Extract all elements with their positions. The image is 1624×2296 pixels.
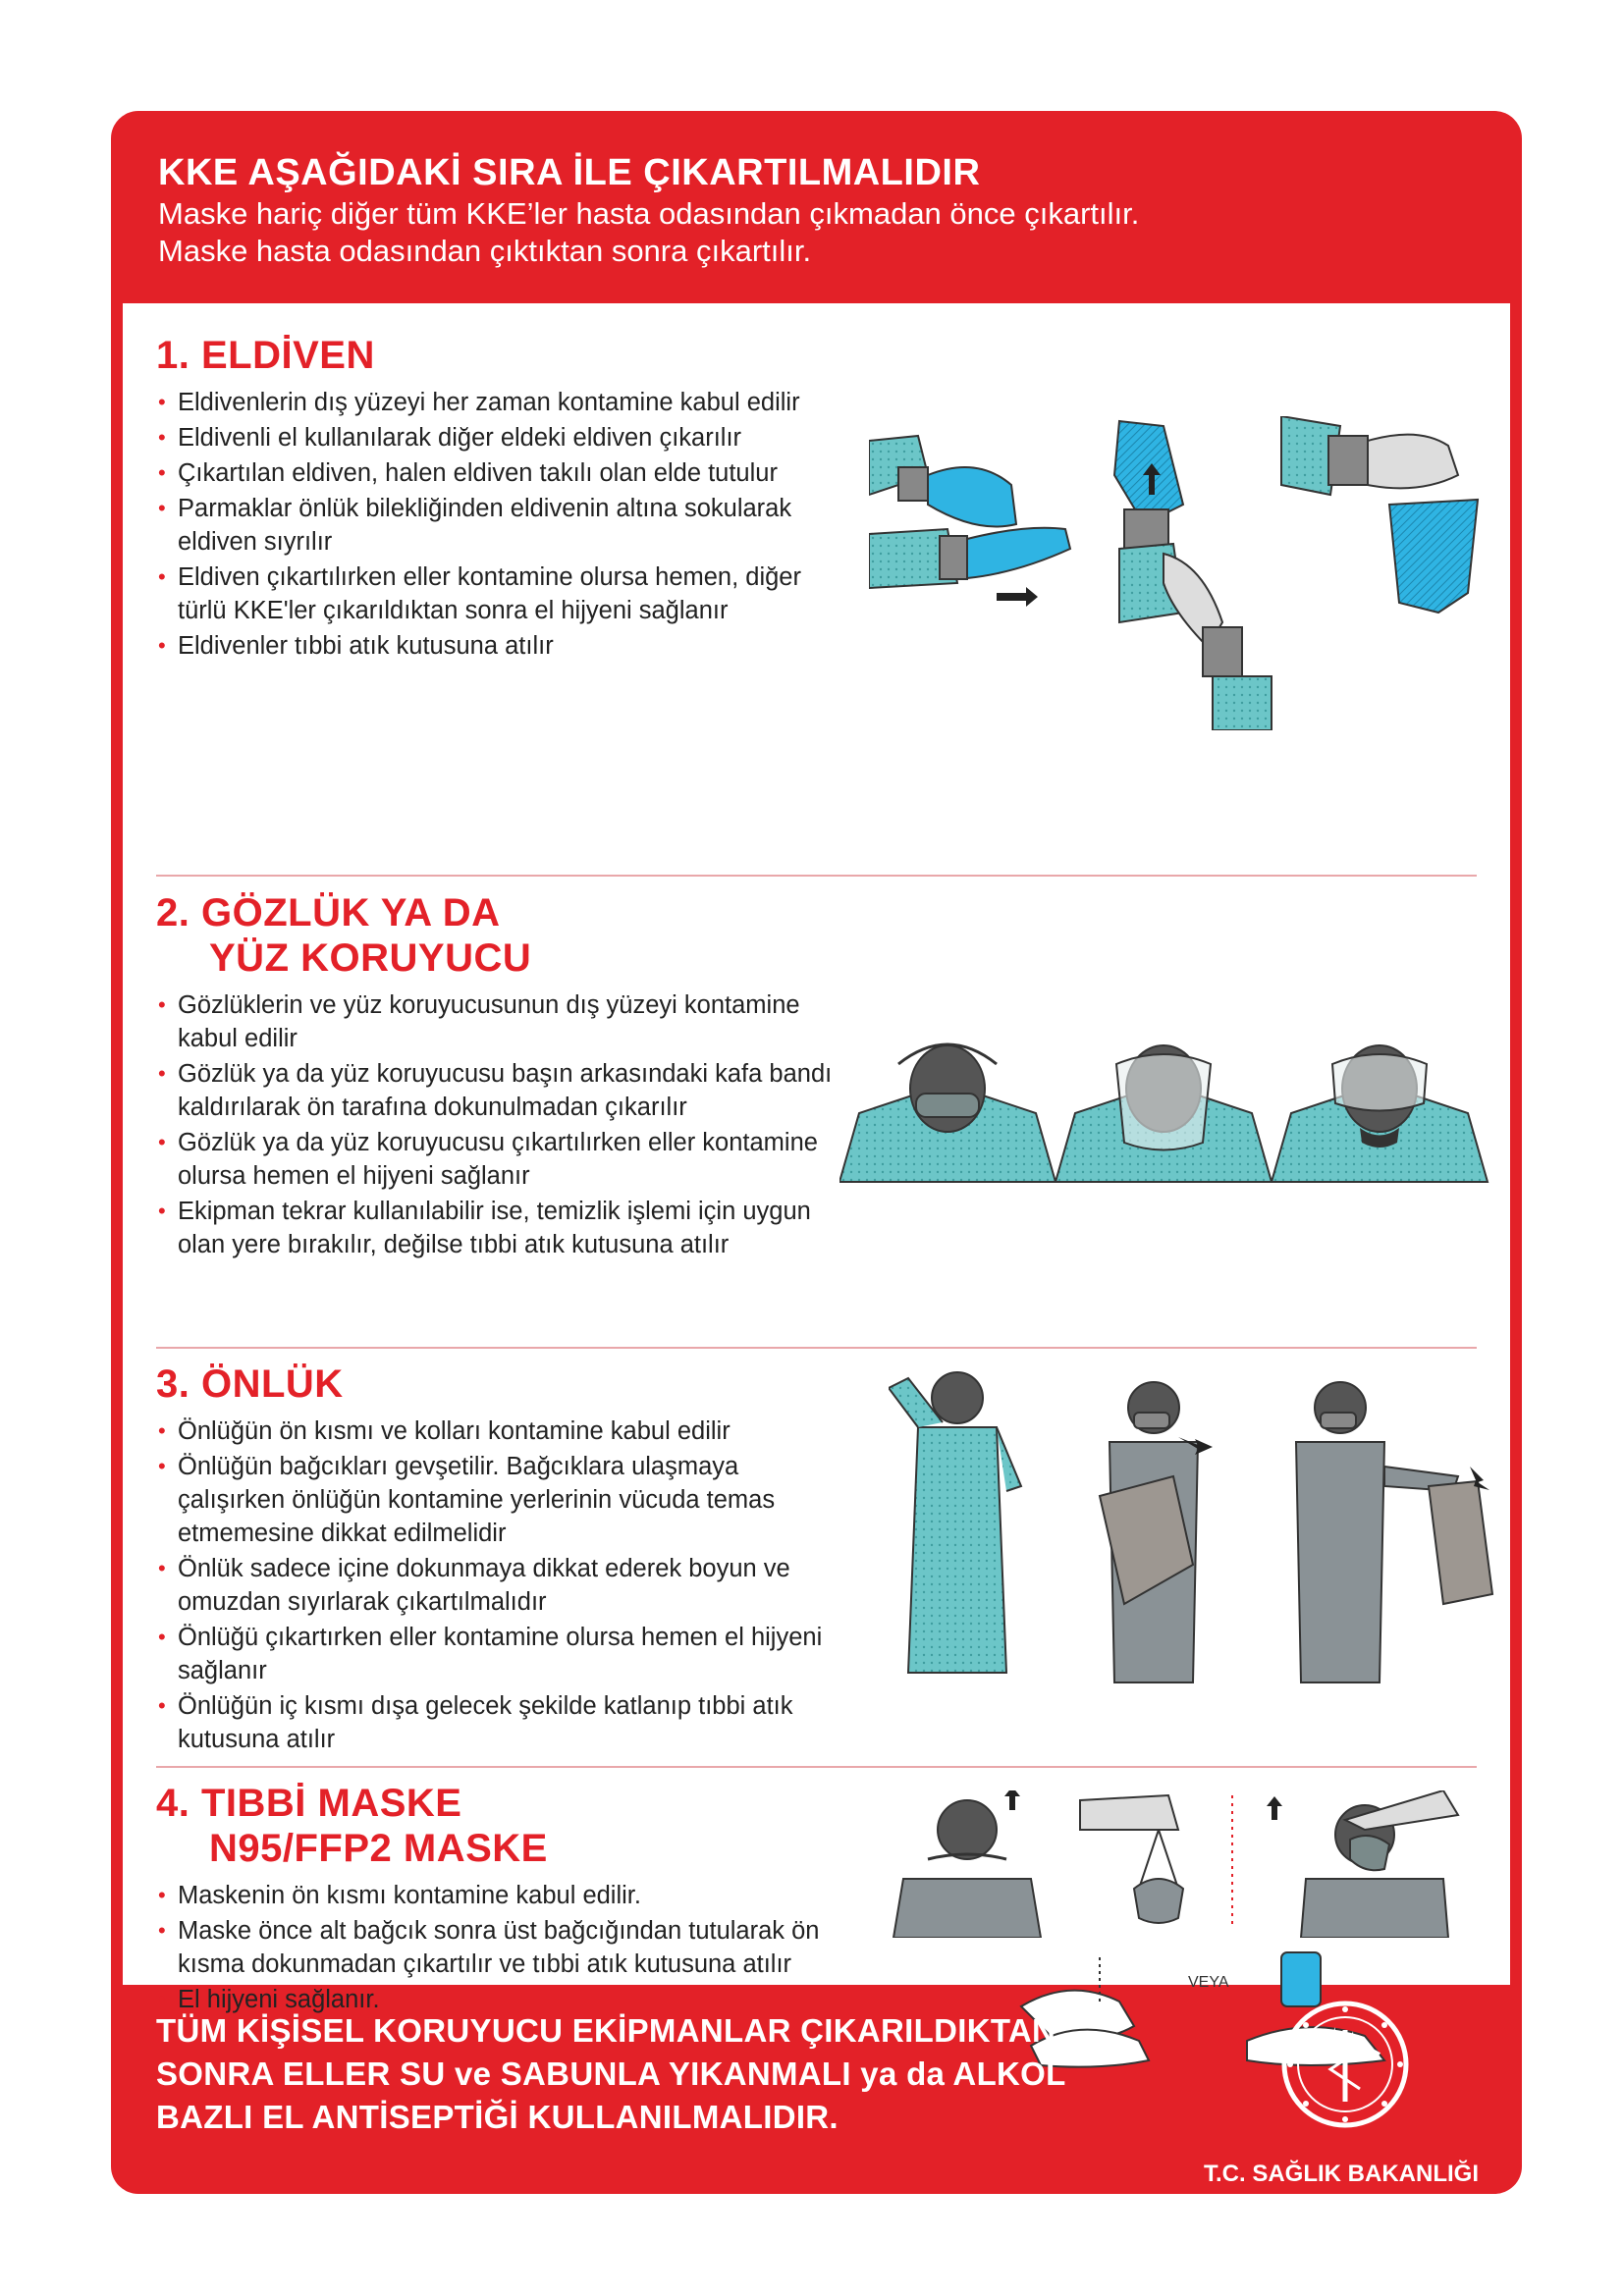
header xyxy=(158,150,1475,270)
mask-removal-illustration xyxy=(884,1790,1497,1938)
section-title-line-2: N95/FFP2 MASKE xyxy=(209,1827,548,1870)
section-title: 3. ÖNLÜK xyxy=(156,1362,344,1406)
content-panel xyxy=(123,303,1510,2013)
ministry-seal-icon xyxy=(1276,1996,1414,2133)
list-item: • Önlüğü çıkartırken eller kontamine olursa hemen el hijyeni sağlanır xyxy=(156,1621,843,1687)
footer-line-2: SONRA ELLER SU ve SABUNLA YIKANMALI ya da ALKOL xyxy=(156,2056,1066,2092)
bullet-list xyxy=(156,988,843,1261)
ministry-name: T.C. SAĞLIK BAKANLIĞI xyxy=(1204,2161,1479,2187)
section-title: 1. ELDİVEN xyxy=(156,334,375,377)
glove-removal-illustration xyxy=(869,416,1497,730)
footer-line-1: TÜM KİŞİSEL KORUYUCU EKİPMANLAR ÇIKARILDIKTAN xyxy=(156,2012,1056,2049)
list-item: • Eldivenlerin dış yüzeyi her zaman kontamine kabul edilir xyxy=(156,386,843,419)
list-item: • Eldiven çıkartılırken eller kontamine olursa hemen, diğer türlü KKE'ler çıkarıldıktan sonra el hijyeni sağlanır xyxy=(156,561,843,627)
list-item: • Gözlüklerin ve yüz koruyucusunun dış yüzeyi kontamine kabul edilir xyxy=(156,988,843,1055)
list-item: • Önlüğün ön kısmı ve kolları kontamine kabul edilir xyxy=(156,1415,843,1448)
footer-line-3: BAZLI EL ANTİSEPTİĞİ KULLANILMALIDIR. xyxy=(156,2099,839,2135)
poster xyxy=(111,111,1522,2194)
section-title xyxy=(156,890,1477,981)
list-item: • Önlüğün bağcıkları gevşetilir. Bağcıklara ulaşmaya çalışırken önlüğün kontamine yerlerinin vücuda temas etmemesine dikkat edilmelidir xyxy=(156,1450,843,1550)
subtitle-line-2: Maske hasta odasından çıktıktan sonra çıkartılır. xyxy=(158,234,812,268)
list-item: • Önlüğün iç kısmı dışa gelecek şekilde katlanıp tıbbi atık kutusuna atılır xyxy=(156,1689,843,1756)
bullet-list xyxy=(156,1415,843,1756)
bullet-list xyxy=(156,386,843,663)
list-item: • Eldivenler tıbbi atık kutusuna atılır xyxy=(156,629,843,663)
list-item: • El hijyeni sağlanır. xyxy=(156,1983,843,2016)
section-title-line-1: 4. TIBBİ MASKE xyxy=(156,1782,462,1825)
divider xyxy=(156,1347,1477,1349)
list-item: • Maskenin ön kısmı kontamine kabul edilir. xyxy=(156,1879,843,1912)
list-item: • Çıkartılan eldiven, halen eldiven takılı olan elde tutulur xyxy=(156,456,843,490)
list-item: • Gözlük ya da yüz koruyucusu başın arkasındaki kafa bandı kaldırılarak ön tarafına dokunulmadan çıkarılır xyxy=(156,1057,843,1124)
bullet-list xyxy=(156,1879,843,2016)
list-item: • Ekipman tekrar kullanılabilir ise, temizlik işlemi için uygun olan yere bırakılır, değilse tıbbi atık kutusuna atılır xyxy=(156,1195,843,1261)
divider xyxy=(156,1766,1477,1768)
section-title-line-1: 2. GÖZLÜK YA DA xyxy=(156,891,501,934)
divider xyxy=(156,875,1477,877)
list-item: • Parmaklar önlük bilekliğinden eldivenin altına sokularak eldiven sıyrılır xyxy=(156,492,843,559)
gown-removal-illustration xyxy=(889,1368,1497,1692)
list-item: • Maske önce alt bağcık sonra üst bağcığından tutularak ön kısma dokunmadan çıkartılır ve tıbbi atık kutusuna atılır xyxy=(156,1914,843,1981)
list-item: • Gözlük ya da yüz koruyucusu çıkartılırken eller kontamine olursa hemen el hijyeni sağlanır xyxy=(156,1126,843,1193)
list-item: • Önlük sadece içine dokunmaya dikkat ederek boyun ve omuzdan sıyırlarak çıkartılmalıdır xyxy=(156,1552,843,1619)
subtitle-line-1: Maske hariç diğer tüm KKE’ler hasta odasından çıkmadan önce çıkartılır. xyxy=(158,196,1140,231)
list-item: • Eldivenli el kullanılarak diğer eldeki eldiven çıkarılır xyxy=(156,421,843,454)
page-title: KKE AŞAĞIDAKİ SIRA İLE ÇIKARTILMALIDIR xyxy=(158,152,981,193)
section-title-line-2: YÜZ KORUYUCU xyxy=(209,936,532,980)
veya-label: VEYA xyxy=(1188,1974,1229,1991)
face-shield-removal-illustration xyxy=(839,1035,1497,1192)
footer xyxy=(156,2009,1066,2139)
